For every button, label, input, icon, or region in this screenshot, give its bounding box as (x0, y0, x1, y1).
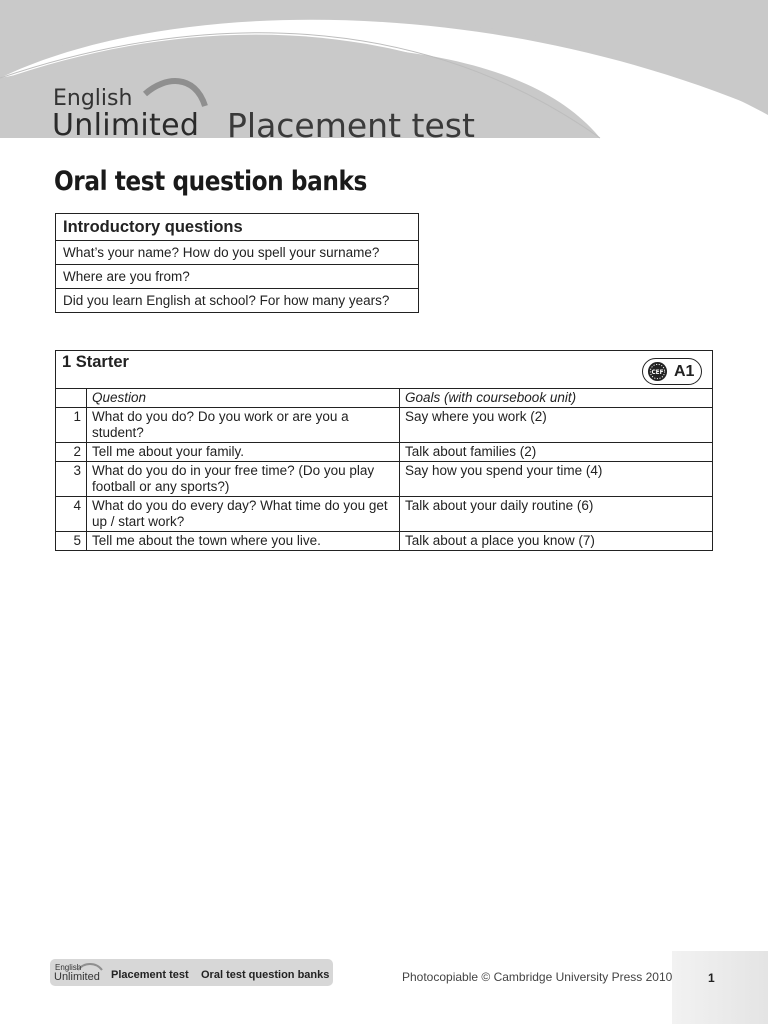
intro-question: Where are you from? (56, 265, 419, 289)
question-cell: Tell me about the town where you live. (87, 532, 400, 551)
cef-stars-icon (647, 361, 668, 382)
table-row (56, 241, 419, 265)
table-row (56, 214, 419, 241)
section-title: 1 Starter (62, 353, 129, 371)
table-row (56, 408, 713, 443)
level-label: A1 (674, 362, 695, 380)
goals-column-header: Goals (with coursebook unit) (400, 389, 713, 408)
goal-cell: Say how you spend your time (4) (400, 462, 713, 497)
row-number: 1 (56, 408, 87, 443)
intro-heading: Introductory questions (56, 214, 419, 241)
goal-cell: Say where you work (2) (400, 408, 713, 443)
intro-table (55, 213, 419, 313)
table-row (56, 532, 713, 551)
row-number: 2 (56, 443, 87, 462)
table-row (56, 289, 419, 313)
section-header (56, 351, 713, 389)
brand-unlimited: Unlimited (52, 108, 200, 143)
footer-pill (50, 959, 333, 986)
footer-brand-english: English (55, 963, 82, 972)
intro-question: Did you learn English at school? For how many years? (56, 289, 419, 313)
num-header (56, 389, 87, 408)
copyright-text: Photocopiable © Cambridge University Press 2010 (402, 970, 673, 984)
brand-english: English (53, 86, 133, 111)
header-title: Placement test (227, 106, 475, 145)
page-number-box (672, 951, 768, 1024)
level-badge (642, 358, 702, 385)
cef-label: CEF (651, 369, 664, 376)
footer-label-placement: Placement test (111, 969, 189, 981)
table-row (56, 462, 713, 497)
goal-cell: Talk about your daily routine (6) (400, 497, 713, 532)
column-header-row (56, 389, 713, 408)
question-cell: What do you do? Do you work or are you a student? (87, 408, 400, 443)
row-number: 5 (56, 532, 87, 551)
footer-brand-unlimited: Unlimited (54, 971, 100, 983)
footer-label-section: Oral test question banks (201, 969, 330, 981)
row-number: 4 (56, 497, 87, 532)
question-cell: What do you do every day? What time do you get up / start work? (87, 497, 400, 532)
table-row (56, 443, 713, 462)
question-column-header: Question (87, 389, 400, 408)
goal-cell: Talk about a place you know (7) (400, 532, 713, 551)
intro-question: What’s your name? How do you spell your surname? (56, 241, 419, 265)
page-number: 1 (708, 971, 715, 985)
goal-cell: Talk about families (2) (400, 443, 713, 462)
question-cell: What do you do in your free time? (Do you play football or any sports?) (87, 462, 400, 497)
starter-table (55, 350, 713, 551)
table-header-row (56, 351, 713, 389)
question-cell: Tell me about your family. (87, 443, 400, 462)
row-number: 3 (56, 462, 87, 497)
table-row (56, 265, 419, 289)
table-row (56, 497, 713, 532)
page-title: Oral test question banks (54, 166, 367, 197)
